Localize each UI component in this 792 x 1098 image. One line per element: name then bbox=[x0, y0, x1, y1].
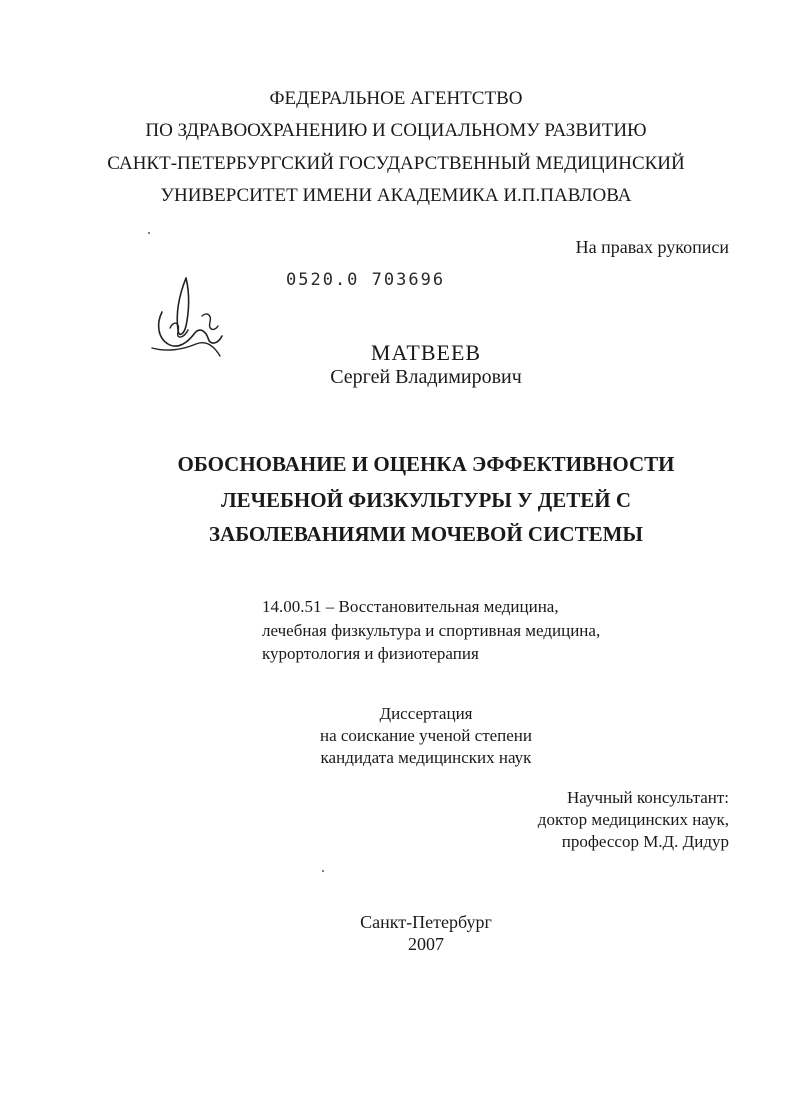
document-number-stamp: 0520.0 703696 bbox=[286, 270, 446, 290]
specialty-line-2: лечебная физкультура и спортивная медицина, bbox=[262, 621, 601, 640]
scan-speck bbox=[148, 232, 150, 234]
degree-line-1: Диссертация bbox=[379, 704, 473, 723]
dissertation-title-line-3: ЗАБОЛЕВАНИЯМИ МОЧЕВОЙ СИСТЕМЫ bbox=[208, 522, 644, 546]
institution-line-1: ФЕДЕРАЛЬНОЕ АГЕНТСТВО bbox=[269, 88, 523, 109]
institution-line-4: УНИВЕРСИТЕТ ИМЕНИ АКАДЕМИКА И.П.ПАВЛОВА bbox=[160, 185, 632, 206]
author-surname: МАТВЕЕВ bbox=[370, 340, 482, 365]
advisor-line-2: доктор медицинских наук, bbox=[537, 810, 729, 829]
advisor-line-3: профессор М.Д. Дидур bbox=[561, 832, 729, 851]
institution-line-3: САНКТ-ПЕТЕРБУРГСКИЙ ГОСУДАРСТВЕННЫЙ МЕДИЦИНСКИЙ bbox=[107, 153, 685, 174]
degree-line-3: кандидата медицинских наук bbox=[320, 748, 532, 767]
author-given-names: Сергей Владимирович bbox=[330, 366, 522, 388]
dissertation-title-line-1: ОБОСНОВАНИЕ И ОЦЕНКА ЭФФЕКТИВНОСТИ bbox=[177, 452, 675, 476]
publication-city: Санкт-Петербург bbox=[360, 912, 492, 932]
institution-line-2: ПО ЗДРАВООХРАНЕНИЮ И СОЦИАЛЬНОМУ РАЗВИТИЮ bbox=[145, 120, 647, 141]
specialty-line-3: курортология и физиотерапия bbox=[262, 644, 479, 663]
specialty-line-1: 14.00.51 – Восстановительная медицина, bbox=[262, 597, 559, 616]
dissertation-title-line-2: ЛЕЧЕБНОЙ ФИЗКУЛЬТУРЫ У ДЕТЕЙ С bbox=[220, 488, 632, 512]
advisor-line-1: Научный консультант: bbox=[567, 788, 729, 807]
publication-year: 2007 bbox=[408, 934, 444, 954]
manuscript-rights-note: На правах рукописи bbox=[575, 237, 729, 257]
scan-speck bbox=[322, 870, 324, 872]
degree-line-2: на соискание ученой степени bbox=[319, 726, 533, 745]
